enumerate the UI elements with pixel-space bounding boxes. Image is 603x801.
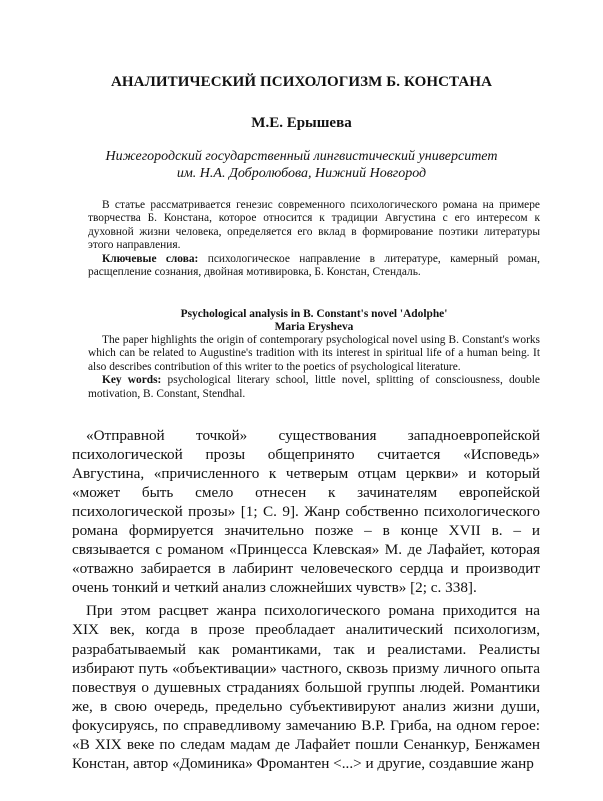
keywords-ru-text: психологическое направление в литературе, камерный роман, расщепление сознания, двойная мотивировка, Б. Констан, Стендаль.: [88, 252, 540, 279]
body-text: [72, 426, 540, 773]
keywords-en-label: Key words:: [102, 374, 162, 387]
keywords-ru: [88, 253, 540, 280]
affiliation-line-2: им. Н.А. Добролюбова, Нижний Новгород: [176, 166, 427, 181]
body-paragraph-2: При этом расцвет жанра психологического романа приходится на XIX век, когда в прозе преобладает аналитический психологизм, разрабатываемый как романтиками, так и реалистами. Реалисты избирают путь «объективации» частного, сквозь призму личного опыта повествуя о душевных страданиях большой группы людей. Романтики же, в свою очередь, предельно субъективируют анализ жизни души, фокусируясь, по справедливому замечанию В.Р. Гриба, на одном герое: «В XIX веке по следам мадам де Лафайет пошли Сенанкур, Бенжамен Констан, автор «Доминика» Фромантен <...> и другие, создавшие жанр: [72, 602, 540, 772]
affiliation-line-1: Нижегородский государственный лингвистический университет: [105, 149, 498, 164]
affiliation: [60, 148, 543, 182]
abstract-en-title: Psychological analysis in B. Constant's novel 'Adolphe': [180, 308, 448, 320]
abstract-en: [88, 334, 540, 401]
keywords-en: [88, 374, 540, 401]
paper-title: АНАЛИТИЧЕСКИЙ ПСИХОЛОГИЗМ Б. КОНСТАНА: [110, 74, 493, 90]
paper-author: М.Е. Ерышева: [251, 115, 352, 131]
keywords-ru-label: Ключевые слова:: [102, 252, 199, 265]
abstract-en-author: Maria Erysheva: [274, 321, 354, 333]
abstract-ru-text: В статье рассматривается генезис современного психологического романа на примере творчества Б. Констана, которое относится к традиции Августина с его интересом к духовной жизни человека, определяется его вклад в формирование поэтики литературы этого направления.: [88, 199, 540, 252]
abstract-en-heading: [88, 308, 540, 334]
abstract-en-text: The paper highlights the origin of contemporary psychological novel using B. Constant's works which can be related to Augustine's tradition with its interest in spiritual life of a human being. It also describes contribution of this writer to the poetics of psychological literature.: [88, 334, 540, 373]
body-paragraph-1: «Отправной точкой» существования западноевропейской психологической прозы общепринято считается «Исповедь» Августина, «причисленного к четверым отцам церкви» и который «может быть смело отнесен к зачинателям европейской психологической прозы» [1; С. 9]. Жанр собственно психологического романа формируется значительно позже – в конце XVII в. – и связывается с романом «Принцесса Клевская» М. де Лафайет, которая «отважно забирается в лабиринт человеческого сердца и производит очень тонкий и четкий анализ сложнейших чувств» [2; с. 338].: [72, 427, 540, 597]
abstract-ru: [88, 199, 540, 279]
keywords-en-text: psychological literary school, little novel, splitting of consciousness, double motivation, B. Constant, Stendhal.: [88, 374, 540, 400]
